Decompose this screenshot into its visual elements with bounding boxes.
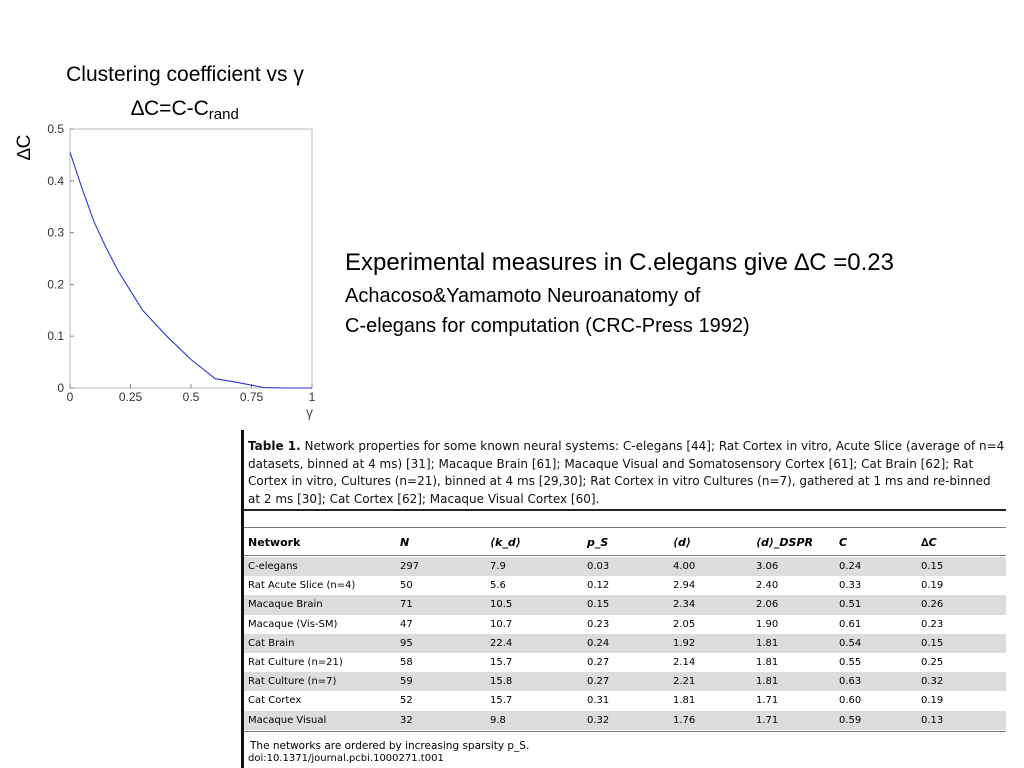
table-header-row bbox=[244, 530, 1006, 556]
x-tick-label: 0.5 bbox=[182, 390, 200, 404]
x-tick-label: 0.25 bbox=[118, 390, 143, 404]
table-cell: 2.21 bbox=[673, 676, 696, 688]
table-cell: 7.9 bbox=[490, 561, 506, 572]
network-name-cell: Macaque Visual bbox=[248, 714, 327, 726]
header-network: Network bbox=[248, 536, 301, 549]
citation-line-2: C-elegans for computation (CRC-Press 1992) bbox=[345, 315, 750, 337]
table-row bbox=[244, 576, 1006, 595]
table-cell: 1.92 bbox=[673, 637, 696, 649]
subtitle-main: ∆C=C-C bbox=[131, 97, 209, 120]
header-d-dspr: ⟨d⟩_DSPR bbox=[756, 536, 814, 549]
table-cell: 2.05 bbox=[673, 618, 696, 630]
clustering-chart bbox=[0, 0, 330, 420]
table-cell: 0.59 bbox=[839, 714, 862, 726]
table-caption-text: Network properties for some known neural systems: C-elegans [44]; Rat Cortex in vitro, Acute Slice (average of n=4 datasets, binned at 4 ms) [31]; Macaque Brain [61]; Macaque Visual and Somatosensory Cortex [61]; Cat Brain [62]; Rat Cortex in vitro, Cultures (n=21), binned at 4 ms [29,30]; Rat Cortex in vitro Cultures (n=7), gathered at 1 ms and re-binned at 2 ms [30]; Cat Cortex [62]; Macaque Visual Cortex [60]. bbox=[248, 439, 1005, 506]
table-cell: 2.06 bbox=[756, 599, 779, 611]
network-name-cell: Cat Cortex bbox=[248, 695, 302, 707]
citation-line-1: Achacoso&Yamamoto Neuroanatomy of bbox=[345, 285, 701, 307]
header-n: N bbox=[400, 536, 410, 549]
table-cell: 0.15 bbox=[921, 637, 944, 649]
table-cell: 2.14 bbox=[673, 656, 696, 668]
x-tick-label: 0.75 bbox=[239, 390, 264, 404]
x-tick-label: 0 bbox=[66, 390, 74, 404]
table-cell: 4.00 bbox=[673, 561, 696, 572]
table-cell: 0.27 bbox=[587, 676, 610, 688]
delta-c-series-line bbox=[70, 152, 312, 388]
table-row bbox=[244, 634, 1006, 653]
y-tick-label: 0.2 bbox=[47, 277, 64, 292]
y-tick-label: 0.4 bbox=[47, 173, 64, 188]
table-top-rule bbox=[244, 509, 1006, 511]
header-ps: p_S bbox=[587, 536, 609, 549]
network-name-cell: Rat Culture (n=7) bbox=[248, 676, 337, 688]
y-tick-label: 0.5 bbox=[47, 122, 64, 136]
table-row bbox=[244, 672, 1006, 691]
network-name-cell: C-elegans bbox=[248, 561, 298, 572]
table-cell: 9.8 bbox=[490, 714, 506, 726]
table-row bbox=[244, 557, 1006, 576]
table-body bbox=[244, 557, 1006, 730]
table-cell: 0.63 bbox=[839, 676, 862, 688]
subtitle-subscript: rand bbox=[208, 106, 239, 123]
table-cell: 22.4 bbox=[490, 637, 513, 649]
chart-title: Clustering coefficient vs γ bbox=[66, 63, 304, 86]
table-cell: 0.24 bbox=[839, 561, 862, 572]
table-cell: 0.54 bbox=[839, 637, 862, 649]
table-cell: 2.34 bbox=[673, 599, 696, 611]
table-cell: 1.81 bbox=[756, 637, 779, 649]
table-cell: 5.6 bbox=[490, 580, 506, 592]
table-cell: 0.33 bbox=[839, 580, 862, 592]
table-doi: doi:10.1371/journal.pcbi.1000271.t001 bbox=[248, 753, 444, 764]
table-cell: 15.7 bbox=[490, 656, 513, 668]
table-cell: 58 bbox=[400, 656, 413, 668]
table-cell: 10.5 bbox=[490, 599, 513, 611]
header-delta-c: ∆C bbox=[921, 536, 937, 549]
table-cell: 2.40 bbox=[756, 580, 779, 592]
table-cell: 297 bbox=[400, 561, 420, 572]
table-row bbox=[244, 653, 1006, 672]
table-cell: 1.81 bbox=[756, 656, 779, 668]
table-row bbox=[244, 615, 1006, 634]
table-cell: 1.71 bbox=[756, 714, 779, 726]
chart-ticks bbox=[47, 122, 315, 404]
table-cell: 50 bbox=[400, 580, 413, 592]
y-tick-label: 0.3 bbox=[47, 225, 64, 240]
table-cell: 59 bbox=[400, 676, 413, 688]
table-row bbox=[244, 711, 1006, 730]
y-tick-label: 0.1 bbox=[47, 329, 64, 344]
table-cell: 2.94 bbox=[673, 580, 696, 592]
y-tick-label: 0 bbox=[57, 381, 64, 395]
table-cell: 0.13 bbox=[921, 714, 944, 726]
table-cell: 0.23 bbox=[587, 618, 610, 630]
network-properties-table-panel bbox=[241, 430, 1008, 768]
table-cell: 71 bbox=[400, 599, 413, 611]
table-cell: 10.7 bbox=[490, 618, 513, 630]
table-cell: 0.31 bbox=[587, 695, 610, 707]
table-cell: 0.60 bbox=[839, 695, 862, 707]
table-cell: 1.90 bbox=[756, 618, 779, 630]
table-cell: 0.55 bbox=[839, 656, 862, 668]
table-cell: 32 bbox=[400, 714, 413, 726]
table-cell: 0.19 bbox=[921, 695, 944, 707]
network-name-cell: Macaque (Vis-SM) bbox=[248, 618, 338, 630]
table-cell: 1.81 bbox=[673, 695, 696, 707]
table-cell: 52 bbox=[400, 695, 413, 707]
x-tick-label: 1 bbox=[308, 390, 316, 404]
table-cell: 0.15 bbox=[587, 599, 610, 611]
table-cell: 0.15 bbox=[921, 561, 944, 572]
network-name-cell: Rat Culture (n=21) bbox=[248, 656, 343, 668]
table-cell: 0.19 bbox=[921, 580, 944, 592]
table-cell: 0.32 bbox=[921, 676, 944, 688]
experimental-measure-text: Experimental measures in C.elegans give ∆C =0.23 bbox=[345, 249, 894, 276]
table-caption-label: Table 1. bbox=[248, 439, 301, 453]
table-cell: 0.27 bbox=[587, 656, 610, 668]
table-cell: 0.24 bbox=[587, 637, 610, 649]
table-cell: 0.23 bbox=[921, 618, 944, 630]
table-cell: 95 bbox=[400, 637, 413, 649]
table-cell: 47 bbox=[400, 618, 413, 630]
table-cell: 0.61 bbox=[839, 618, 862, 630]
table-cell: 1.76 bbox=[673, 714, 696, 726]
x-axis-label: γ bbox=[306, 404, 313, 420]
table-row bbox=[244, 691, 1006, 710]
plot-frame bbox=[70, 129, 312, 388]
table-cell: 3.06 bbox=[756, 561, 779, 572]
network-name-cell: Macaque Brain bbox=[248, 599, 323, 611]
table-row bbox=[244, 595, 1006, 614]
table-cell: 0.12 bbox=[587, 580, 610, 592]
network-name-cell: Rat Acute Slice (n=4) bbox=[248, 580, 356, 592]
table-cell: 15.7 bbox=[490, 695, 513, 707]
table-header-top-rule bbox=[244, 527, 1006, 528]
y-axis-label: ∆C bbox=[14, 134, 35, 160]
table-cell: 0.51 bbox=[839, 599, 862, 611]
chart-axes bbox=[70, 129, 312, 388]
table-cell: 0.03 bbox=[587, 561, 610, 572]
header-kd: ⟨k_d⟩ bbox=[490, 536, 521, 549]
table-cell: 0.26 bbox=[921, 599, 944, 611]
table-cell: 0.32 bbox=[587, 714, 610, 726]
table-cell: 0.25 bbox=[921, 656, 944, 668]
table-cell: 15.8 bbox=[490, 676, 513, 688]
header-d: ⟨d⟩ bbox=[673, 536, 691, 549]
table-cell: 1.81 bbox=[756, 676, 779, 688]
network-name-cell: Cat Brain bbox=[248, 637, 295, 649]
table-cell: 1.71 bbox=[756, 695, 779, 707]
table-caption bbox=[248, 438, 1006, 508]
table-bottom-rule bbox=[244, 731, 1006, 732]
header-c: C bbox=[839, 536, 848, 549]
table-note: The networks are ordered by increasing sparsity p_S. bbox=[250, 740, 530, 752]
